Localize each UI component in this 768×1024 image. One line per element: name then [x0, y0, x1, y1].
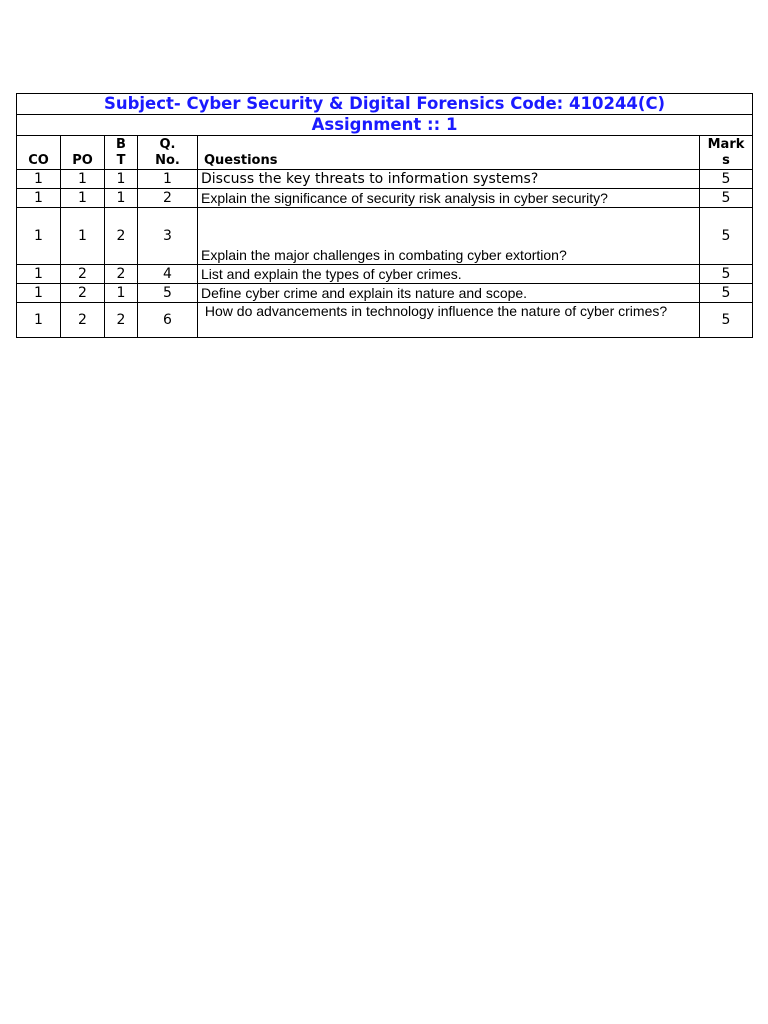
marks-cell: 5	[700, 265, 753, 284]
po-cell: 1	[61, 189, 105, 208]
bt-cell: 1	[105, 170, 138, 189]
co-cell: 1	[17, 265, 61, 284]
assignment-title: Assignment :: 1	[17, 115, 753, 136]
bt-cell: 2	[105, 265, 138, 284]
marks-cell: 5	[700, 189, 753, 208]
co-cell: 1	[17, 303, 61, 338]
header-row	[17, 136, 753, 170]
column-header-qno-line2: No.	[155, 153, 180, 168]
bt-cell: 2	[105, 303, 138, 338]
table-row	[17, 170, 753, 189]
bt-cell: 1	[105, 189, 138, 208]
column-header-co: CO	[17, 136, 61, 170]
bt-cell: 2	[105, 208, 138, 265]
bt-cell: 1	[105, 284, 138, 303]
table-row	[17, 265, 753, 284]
column-header-marks	[700, 136, 753, 170]
table-row	[17, 208, 753, 265]
qno-cell: 6	[138, 303, 198, 338]
qno-cell: 3	[138, 208, 198, 265]
column-header-marks-line1: Mark	[707, 137, 745, 152]
assignment-row	[17, 115, 753, 136]
table-row	[17, 189, 753, 208]
marks-cell: 5	[700, 170, 753, 189]
po-cell: 2	[61, 303, 105, 338]
question-cell: Explain the major challenges in combating cyber extortion?	[198, 208, 700, 265]
subject-row	[17, 94, 753, 115]
subject-title: Subject- Cyber Security & Digital Forensics Code: 410244(C)	[17, 94, 753, 115]
question-cell: Define cyber crime and explain its nature and scope.	[198, 284, 700, 303]
po-cell: 1	[61, 170, 105, 189]
table-row	[17, 303, 753, 338]
marks-cell: 5	[700, 303, 753, 338]
column-header-po: PO	[61, 136, 105, 170]
column-header-questions: Questions	[198, 136, 700, 170]
column-header-bt-line1: B	[116, 137, 126, 152]
marks-cell: 5	[700, 284, 753, 303]
table-row	[17, 284, 753, 303]
assignment-table	[16, 93, 753, 338]
co-cell: 1	[17, 189, 61, 208]
qno-cell: 5	[138, 284, 198, 303]
co-cell: 1	[17, 208, 61, 265]
question-cell: List and explain the types of cyber crimes.	[198, 265, 700, 284]
po-cell: 2	[61, 265, 105, 284]
question-cell: Discuss the key threats to information systems?	[198, 170, 700, 189]
po-cell: 2	[61, 284, 105, 303]
column-header-bt-line2: T	[116, 153, 126, 168]
column-header-marks-line2: s	[722, 153, 730, 168]
qno-cell: 2	[138, 189, 198, 208]
column-header-qno-line1: Q.	[159, 137, 176, 152]
marks-cell: 5	[700, 208, 753, 265]
question-cell: Explain the significance of security risk analysis in cyber security?	[198, 189, 700, 208]
qno-cell: 4	[138, 265, 198, 284]
column-header-qno	[138, 136, 198, 170]
column-header-bt	[105, 136, 138, 170]
co-cell: 1	[17, 170, 61, 189]
qno-cell: 1	[138, 170, 198, 189]
po-cell: 1	[61, 208, 105, 265]
co-cell: 1	[17, 284, 61, 303]
question-cell: How do advancements in technology influence the nature of cyber crimes?	[198, 303, 700, 338]
